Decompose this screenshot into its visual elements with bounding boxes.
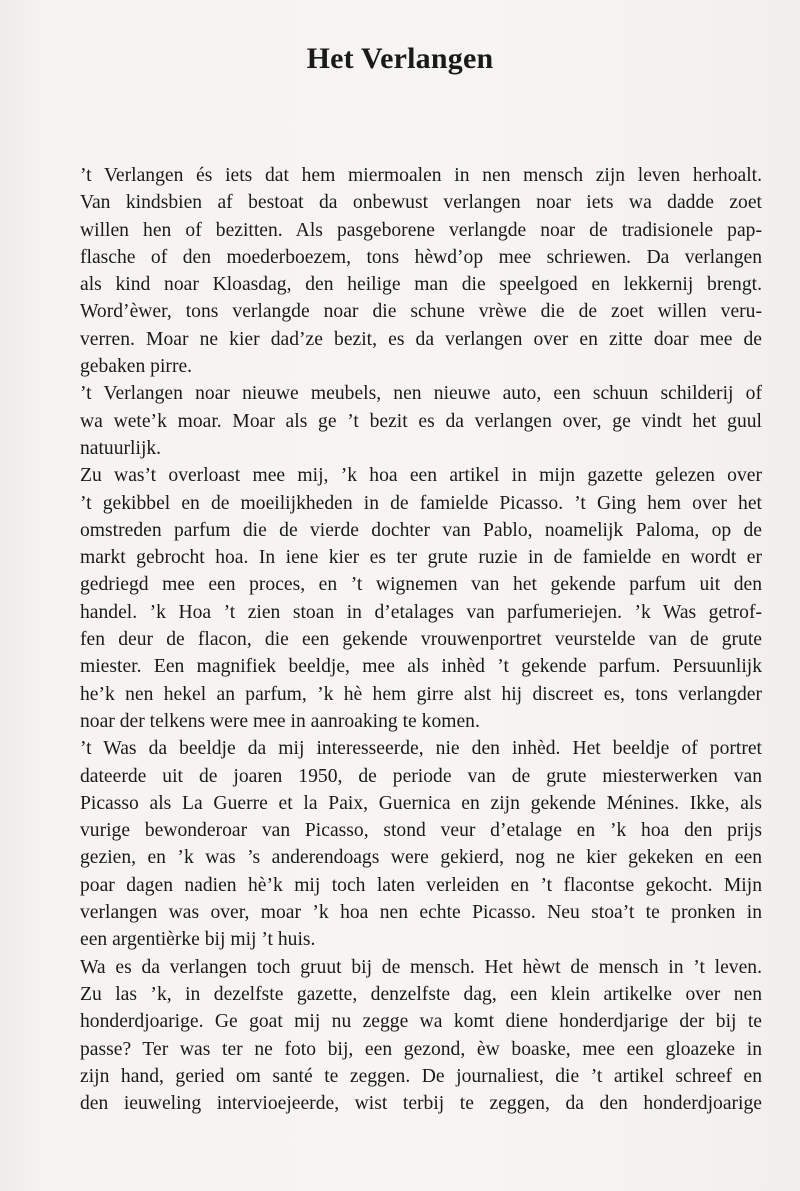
text-line: gezien, en ’k was ’s anderendoags were gekierd, nog ne kier gekeken en een (80, 847, 762, 869)
text-line: verren. Moar ne kier dad’ze bezit, es da verlangen over en zitte doar mee de (80, 328, 762, 350)
page-title: Het Verlangen (306, 42, 494, 75)
text-line: ’t Was da beeldje da mij interesseerde, nie den inhèd. Het beeldje of portret (80, 738, 762, 760)
text-line: fen deur de flacon, die een gekende vrouwenportret veurstelde van de grute (80, 629, 762, 651)
text-line: Zu las ’k, in dezelfste gazette, denzelfste dag, een klein artikelke over nen (80, 983, 762, 1005)
text-line: natuurlijk. (80, 437, 162, 459)
text-line: Zu was’t overloast mee mij, ’k hoa een artikel in mijn gazette gelezen over (80, 465, 762, 487)
text-line: ’t Verlangen és iets dat hem miermoalen in nen mensch zijn leven herhoalt. (80, 165, 762, 186)
text-line: ’t Verlangen noar nieuwe meubels, nen nieuwe auto, een schuun schilderij of (80, 383, 762, 405)
text-line: een argentièrke bij mij ’t huis. (80, 929, 316, 951)
text-line: willen hen of bezitten. Als pasgeborene verlangde noar de tradisionele pap- (80, 219, 762, 241)
text-line: als kind noar Kloasdag, den heilige man die speelgoed en lekkernij brengt. (80, 274, 762, 296)
text-line: zijn hand, geried om santé te zeggen. De journaliest, die ’t artikel schreef en (80, 1065, 762, 1087)
text-line: wa wete’k moar. Moar als ge ’t bezit es da verlangen over, ge vindt het guul (80, 410, 762, 432)
text-line: dateerde uit de joaren 1950, de periode van de grute miesterwerken van (80, 765, 762, 787)
text-line: poar dagen nadien hè’k mij toch laten verleiden en ’t flacontse gekocht. Mijn (80, 874, 762, 896)
text-line: miester. Een magnifiek beeldje, mee als inhèd ’t gekende parfum. Persuunlijk (80, 656, 762, 678)
text-line: ’t gekibbel en de moeilijkheden in de famielde Picasso. ’t Ging hem over het (80, 492, 762, 514)
text-line: flasche of den moederboezem, tons hèwd’op mee schriewen. Da verlangen (80, 246, 762, 268)
text-line: gebaken pirre. (80, 356, 193, 378)
text-line: Van kindsbien af bestoat da onbewust verlangen noar iets wa dadde zoet (80, 192, 762, 214)
text-line: omstreden parfum die de vierde dochter van Pablo, noamelijk Paloma, op de (80, 519, 762, 541)
text-line: markt gebrocht hoa. In iene kier es ter grute ruzie in de famielde en wordt er (80, 547, 762, 569)
text-line: passe? Ter was ter ne foto bij, een gezond, èw boaske, mee een gloazeke in (80, 1038, 762, 1060)
text-line: he’k nen hekel an parfum, ’k hè hem girre alst hij discreet es, tons verlangder (80, 683, 762, 705)
text-line: handel. ’k Hoa ’t zien stoan in d’etalages van parfumeriejen. ’k Was getrof- (80, 601, 762, 623)
text-line: Word’èwer, tons verlangde noar die schune vrèwe die de zoet willen veru- (80, 301, 762, 323)
text-line: verlangen was over, moar ’k hoa nen echte Picasso. Neu stoa’t te pronken in (80, 902, 762, 924)
text-line: Picasso als La Guerre et la Paix, Guernica en zijn gekende Ménines. Ikke, als (80, 792, 762, 814)
body-text (80, 162, 762, 1117)
text-line: honderdjoarige. Ge goat mij nu zegge wa komt diene honderdjarige der bij te (80, 1011, 762, 1033)
text-line: noar der telkens were mee in aanroaking te komen. (80, 710, 480, 732)
text-line: vurige bewonderoar van Picasso, stond veur d’etalage en ’k hoa den prijs (80, 820, 762, 842)
text-line: den ieuweling intervioejeerde, wist terbij te zeggen, da den honderdjoarige (80, 1093, 762, 1115)
text-line: gedriegd mee een proces, en ’t wignemen van het gekende parfum uit den (80, 574, 762, 596)
text-line: Wa es da verlangen toch gruut bij de mensch. Het hèwt de mensch in ’t leven. (80, 956, 762, 978)
